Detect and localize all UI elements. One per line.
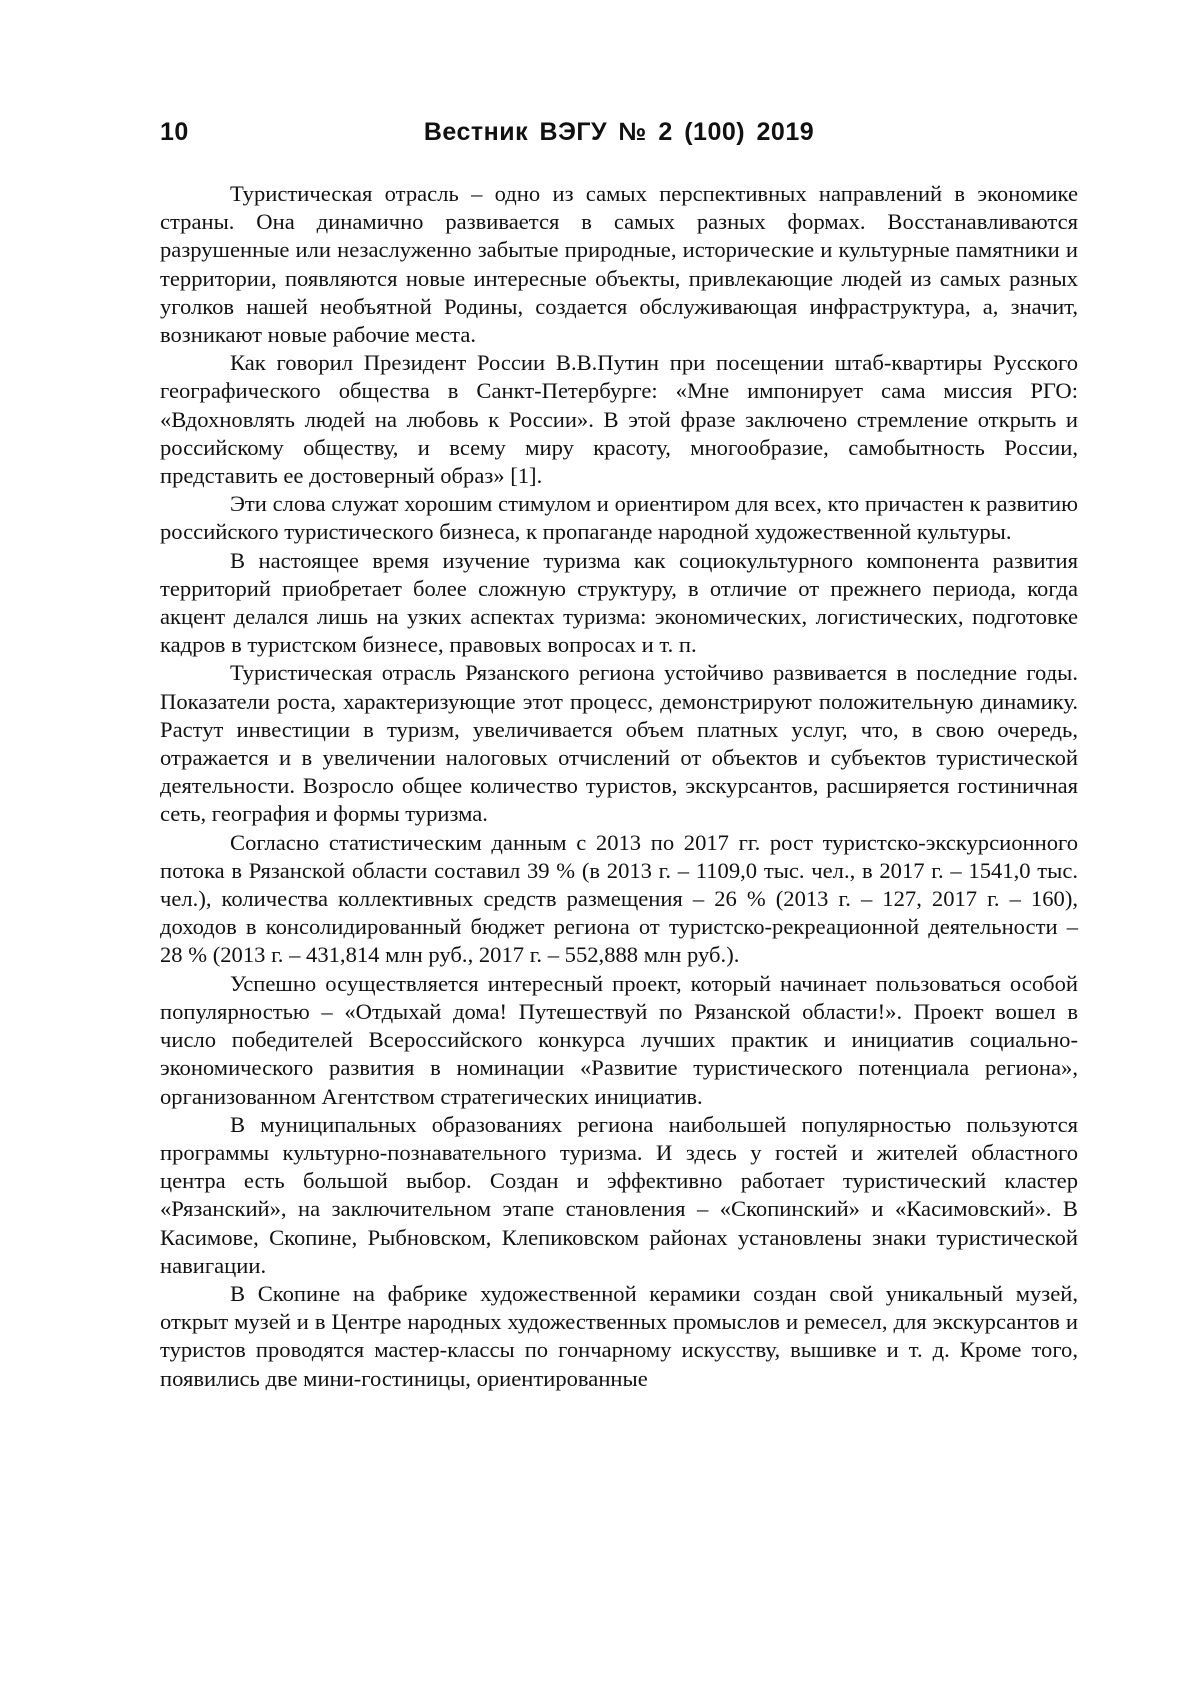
running-header: [160, 112, 1078, 152]
paragraph: В Скопине на фабрике художественной керамики создан свой уникальный музей, открыт музей и в Центре народных художественных промыслов и ремесел, для экскурсантов и туристов проводятся мастер-классы по гончарному искусству, вышивке и т. д. Кроме того, появились две мини-гостиницы, ориентированные: [160, 1280, 1078, 1391]
paragraph: Успешно осуществляется интересный проект, который начинает пользоваться особой популярностью – «Отдыхай дома! Путешествуй по Рязанской области!». Проект вошел в число победителей Всероссийского конкурса лучших практик и инициатив социально-экономического развития в номинации «Развитие туристического потенциала региона», организованном Агентством стратегических инициатив.: [160, 970, 1078, 1109]
journal-title: Вестник ВЭГУ № 2 (100) 2019: [423, 118, 815, 146]
paragraph: Эти слова служат хорошим стимулом и ориентиром для всех, кто причастен к развитию российского туристического бизнеса, к пропаганде народной художественной культуры.: [160, 491, 1078, 545]
journal-page: [160, 112, 1078, 1672]
paragraph: Туристическая отрасль Рязанского региона устойчиво развивается в последние годы. Показатели роста, характеризующие этот процесс, демонстрируют положительную динамику. Растут инвестиции в туризм, увеличивается объем платных услуг, что, в свою очередь, отражается и в увеличении налоговых отчислений от объектов и субъектов туристической деятельности. Возросло общее количество туристов, экскурсантов, расширяется гостиничная сеть, география и формы туризма.: [160, 660, 1078, 827]
paragraph: Как говорил Президент России В.В.Путин при посещении штаб-квартиры Русского географического общества в Санкт-Петербурге: «Мне импонирует сама миссия РГО: «Вдохновлять людей на любовь к России». В этой фразе заключено стремление открыть и российскому обществу, и всему миру красоту, многообразие, самобытность России, представить ее достоверный образ» [1].: [160, 350, 1078, 489]
page-number: 10: [160, 118, 189, 146]
paragraph: Туристическая отрасль – одно из самых перспективных направлений в экономике страны. Она динамично развивается в самых разных формах. Восстанавливаются разрушенные или незаслуженно забытые природные, исторические и культурные памятники и территории, появляются новые интересные объекты, привлекающие людей из самых разных уголков нашей необъятной Родины, создается обслуживающая инфраструктура, а, значит, возникают новые рабочие места.: [160, 181, 1078, 348]
paragraph: В муниципальных образованиях региона наибольшей популярностью пользуются программы культурно-познавательного туризма. И здесь у гостей и жителей областного центра есть большой выбор. Создан и эффективно работает туристический кластер «Рязанский», на заключительном этапе становления – «Скопинский» и «Касимовский». В Касимове, Скопине, Рыбновском, Клепиковском районах установлены знаки туристической навигации.: [160, 1111, 1078, 1278]
paragraph: Согласно статистическим данным с 2013 по 2017 гг. рост туристско-экскурсионного потока в Рязанской области составил 39 % (в 2013 г. – 1109,0 тыс. чел., в 2017 г. – 1541,0 тыс. чел.), количества коллективных средств размещения – 26 % (2013 г. – 127, 2017 г. – 160), доходов в консолидированный бюджет региона от туристско-рекреационной деятельности – 28 % (2013 г. – 431,814 млн руб., 2017 г. – 552,888 млн руб.).: [160, 829, 1078, 968]
article-body: [160, 180, 1078, 1393]
paragraph: В настоящее время изучение туризма как социокультурного компонента развития территорий приобретает более сложную структуру, в отличие от прежнего периода, когда акцент делался лишь на узких аспектах туризма: экономических, логистических, подготовке кадров в туристском бизнесе, правовых вопросах и т. п.: [160, 547, 1078, 658]
